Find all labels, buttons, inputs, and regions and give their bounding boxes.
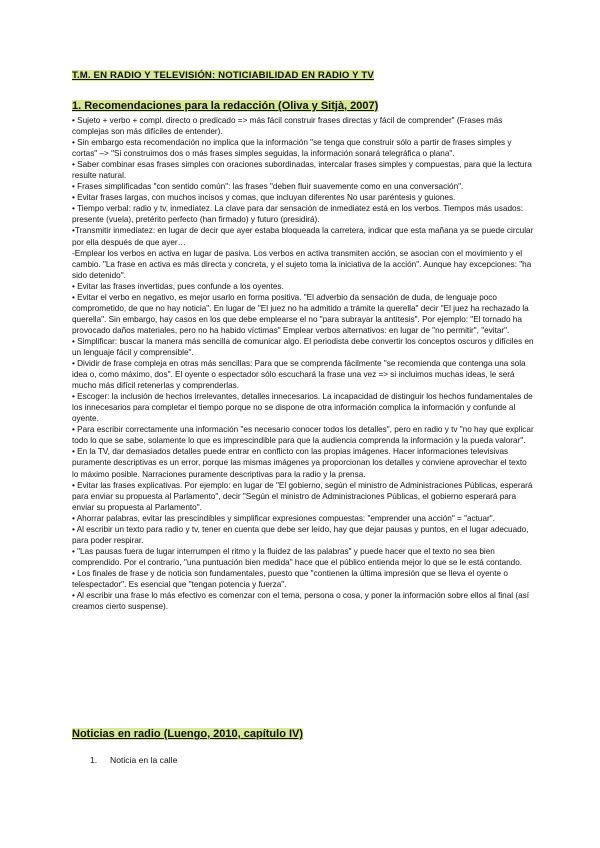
paragraph: • Los finales de frase y de noticia son fundamentales, puesto que "contienen la última impresión que se lleva el oyente o telespectador". Es esencial que "tengan potencia y fuerza". bbox=[72, 568, 508, 589]
paragraph: • Evitar las frases invertidas, pues confunde a los oyentes. bbox=[72, 281, 284, 291]
list-item-number: 1. bbox=[90, 755, 98, 765]
section-body-recomendaciones bbox=[72, 115, 534, 612]
paragraph: • Evitar el verbo en negativo, es mejor usarlo en forma positiva. "El adverbio da sensación de duda, de lenguaje poco comprometido, de que no hay noticia". En lugar de "El juez no ha admitido a trámite la querella" decir "El juez ha rechazado la querella". Sin embargo, hay casos en los que debe emplearse el no "para subrayar la antítesis". Por ejemplo: "El tornado ha provocado daños materiales, pero no ha habido víctimas" Emplear verbos alternativos: en lugar de "no permitir", "evitar". bbox=[72, 292, 529, 335]
paragraph: • Ahorrar palabras, evitar las prescindibles y simplificar expresiones compuestas: "emprender una acción" = "actuar". bbox=[72, 513, 495, 523]
paragraph: -Emplear los verbos en activa en lugar de pasiva. Los verbos en activa transmiten acción, se asocian con el movimiento y el cambio. "La frase en activa es más directa y concreta, y el sujeto toma la iniciativa de la acción". Aunque hay excepciones: "ha sido detenido". bbox=[72, 248, 532, 280]
paragraph: • En la TV, dar demasiados detalles puede entrar en conflicto con las propias imágenes. Hacer informaciones televisivas puramente descriptivas es un error, porque las mismas imágenes ya proporcionan los detalles y conviene aprovechar el texto lo máximo posible. Narraciones puramente descriptivas para la radio y la prensa. bbox=[72, 447, 527, 479]
paragraph: • Sin embargo esta recomendación no implica que la información "se tenga que construir sólo a partir de frases simples y cortas" –> "Si construimos dos o más frases simples seguidas, la información sonará telegráfica o plana". bbox=[72, 138, 512, 159]
paragraph: • Escoger: la inclusión de hechos irrelevantes, detalles innecesarios. La incapacidad de distinguir los hechos fundamentales de los innecesarios para completar el tiempo porque no se dispone de otra información complica la información y confunde al oyente. bbox=[72, 392, 533, 424]
paragraph: • Para escribir correctamente una información "es necesario conocer todos los detalles", pero en radio y tv "no hay que explicar todo lo que se sabe, solamente lo que es imprescindible para que la audiencia comprenda la información y la pueda valorar". bbox=[72, 425, 534, 446]
paragraph: • "Las pausas fuera de lugar interrumpen el ritmo y la fluidez de las palabras" y puede hacer que el texto no sea bien comprendido. Por el contrario, "una puntuación bien medida" hace que el público entienda mejor lo que se le está contando. bbox=[72, 546, 523, 567]
paragraph: • Sujeto + verbo + compl. directo o predicado => más fácil construir frases directas y fácil de comprender" (Frases más complejas son más difíciles de entender). bbox=[72, 116, 503, 137]
paragraph: • Dividir de frase compleja en otras más sencillas: Para que se comprenda fácilmente "se recomienda que contenga una sola idea o, como máximo, dos". El oyente o espectador sólo escuchará la frase una vez => si incluimos muchas ideas, le será mucho más difícil retenerlas y comprenderlas. bbox=[72, 359, 526, 391]
document-title bbox=[72, 70, 534, 81]
paragraph: • Evitar frases largas, con muchos incisos y comas, que incluyan diferentes No usar paréntesis y guiones. bbox=[72, 193, 456, 203]
paragraph: • Evitar las frases explicativas. Por ejemplo: en lugar de "El gobierno, según el ministro de Administraciones Públicas, esperará para enviar su propuesta al Parlamento", decir "Según el ministro de Administraciones Públicas, el gobierno esperará para enviar su propuesta al Parlamento". bbox=[72, 480, 533, 512]
paragraph: •Transmitir inmediatez: en lugar de decir que ayer estaba bloqueada la carretera, indicar que esta mañana ya se puede circular por ella después de que ayer… bbox=[72, 226, 534, 247]
paragraph: • Al escribir un texto para radio y tv, tener en cuenta que debe ser leído, hay que dejar pausas y puntos, en el lugar adecuado, para poder respirar. bbox=[72, 524, 529, 545]
paragraph: • Frases simplificadas "con sentido común": las frases "deben fluir suavemente como en una conversación". bbox=[72, 182, 464, 192]
paragraph: • Simplificar: buscar la manera más sencilla de comunicar algo. El periodista debe convertir los conceptos oscuros y difíciles en un lenguaje fácil y comprensible". bbox=[72, 336, 534, 357]
section-heading-noticias-radio bbox=[72, 728, 303, 740]
list-item-text: Noticia en la calle bbox=[110, 755, 178, 765]
list-item bbox=[90, 755, 177, 765]
paragraph: • Saber combinar esas frases simples con oraciones subordinadas, intercalar frases simples y compuestas, para que la lectura resulte natural. bbox=[72, 160, 532, 181]
paragraph: • Tiempo verbal: radio y tv, inmediatez. La clave para dar sensación de inmediatez está en los verbos. Tiempos más usados: presente (vuela), pretérito perfecto (han firmado) y futuro (presidirá). bbox=[72, 204, 523, 225]
document-title-text: T.M. EN RADIO Y TELEVISIÓN: NOTICIABILIDAD EN RADIO Y TV bbox=[72, 70, 374, 81]
section-heading-text: 1. Recomendaciones para la redacción (Oliva y Sitjà, 2007) bbox=[72, 100, 379, 112]
section-heading-text: Noticias en radio (Luengo, 2010, capítulo IV) bbox=[72, 728, 304, 740]
paragraph: • Al escribir una frase lo más efectivo es comenzar con el tema, persona o cosa, y poner la información sobre ellos al final (así creamos cierto suspense). bbox=[72, 591, 530, 612]
section-heading-recomendaciones bbox=[72, 100, 378, 112]
numbered-list bbox=[90, 755, 177, 765]
